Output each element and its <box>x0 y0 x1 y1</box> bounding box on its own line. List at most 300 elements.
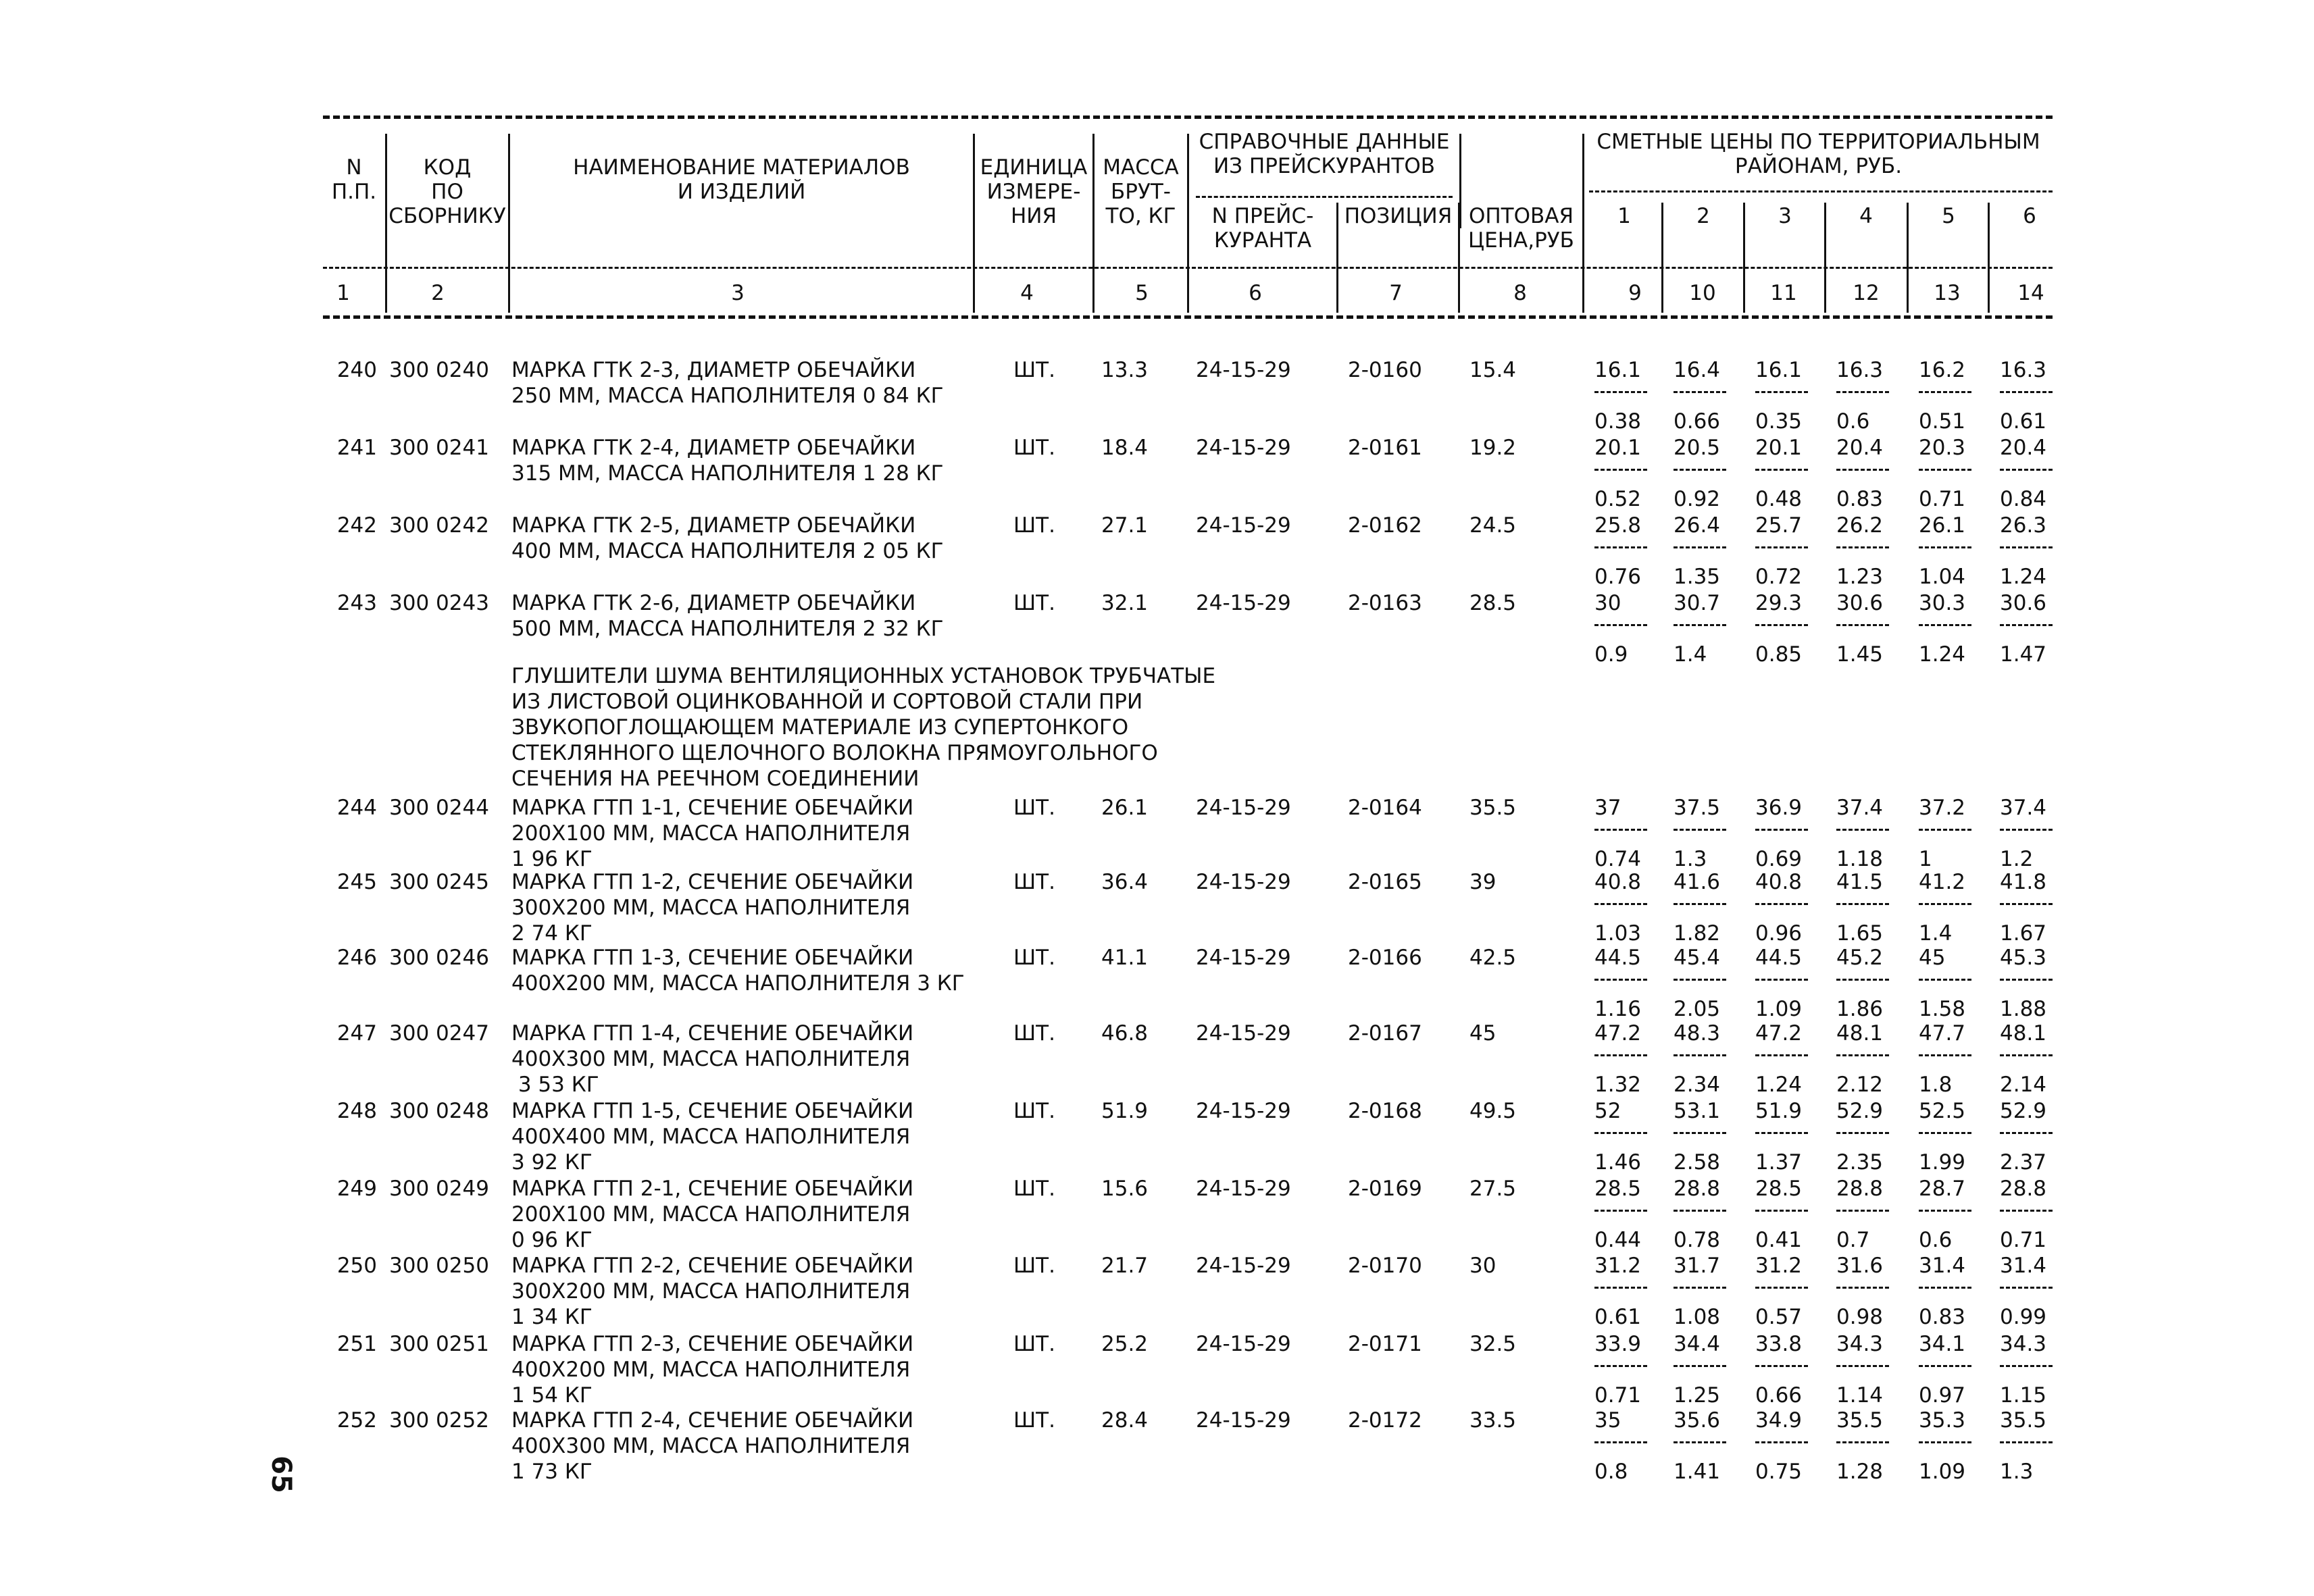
price-group-rule <box>1589 190 2053 192</box>
row-transport-cost: 1.4 <box>1674 642 1707 667</box>
row-estimated-price: 34.4 <box>1674 1332 1721 1356</box>
fraction-line <box>1836 1441 1889 1443</box>
row-unit: ШТ. <box>1013 1177 1055 1201</box>
row-estimated-price: 40.8 <box>1755 870 1803 894</box>
row-unit: ШТ. <box>1013 513 1055 538</box>
row-wholesale-price: 35.5 <box>1469 796 1517 820</box>
fraction-line <box>1674 391 1726 393</box>
row-pricelist-no: 24-15-29 <box>1196 1408 1291 1433</box>
header-column-number: 4 <box>1020 281 1034 305</box>
row-number: 248 <box>336 1099 377 1123</box>
row-transport-cost: 1.45 <box>1836 642 1884 667</box>
row-estimated-price: 34.3 <box>1836 1332 1884 1356</box>
row-name-line: 400X200 ММ, МАССА НАПОЛНИТЕЛЯ 3 КГ <box>511 971 965 996</box>
row-estimated-price: 20.1 <box>1594 436 1642 460</box>
header-column-number: 10 <box>1689 281 1716 305</box>
fraction-line <box>1755 469 1808 471</box>
row-name-line: 0 96 КГ <box>511 1228 593 1252</box>
row-estimated-price: 36.9 <box>1755 796 1803 820</box>
fraction-line <box>1836 1365 1889 1367</box>
header-district-number: 1 <box>1617 204 1631 228</box>
row-estimated-price: 20.5 <box>1674 436 1721 460</box>
row-estimated-price: 51.9 <box>1755 1099 1803 1123</box>
row-estimated-price: 40.8 <box>1594 870 1642 894</box>
section-title-line: ИЗ ЛИСТОВОЙ ОЦИНКОВАННОЙ И СОРТОВОЙ СТАЛИ ПРИ <box>511 690 1143 714</box>
row-estimated-price: 16.4 <box>1674 358 1721 382</box>
row-unit: ШТ. <box>1013 1408 1055 1433</box>
row-transport-cost: 0.61 <box>1594 1305 1642 1329</box>
row-transport-cost: 1.14 <box>1836 1383 1884 1408</box>
row-transport-cost: 1.99 <box>1919 1150 1966 1175</box>
row-mass: 36.4 <box>1101 870 1149 894</box>
row-transport-cost: 0.35 <box>1755 409 1803 434</box>
row-name-line: 400X400 ММ, МАССА НАПОЛНИТЕЛЯ <box>511 1125 911 1149</box>
fraction-line <box>1919 391 1971 393</box>
row-estimated-price: 47.2 <box>1755 1021 1803 1046</box>
ref-group-rule <box>1196 196 1453 198</box>
row-name-line: 1 73 КГ <box>511 1460 593 1484</box>
row-transport-cost: 0.38 <box>1594 409 1642 434</box>
row-estimated-price: 31.7 <box>1674 1254 1721 1278</box>
row-number: 242 <box>336 513 377 538</box>
row-transport-cost: 0.8 <box>1594 1460 1628 1484</box>
row-position: 2-0162 <box>1348 513 1422 538</box>
fraction-line <box>1836 1287 1889 1289</box>
fraction-line <box>1755 624 1808 626</box>
header-col-bar <box>1907 203 1909 313</box>
fraction-line <box>2000 1054 2053 1056</box>
row-transport-cost: 0.74 <box>1594 847 1642 871</box>
row-wholesale-price: 27.5 <box>1469 1177 1517 1201</box>
row-name-line: 400X300 ММ, МАССА НАПОЛНИТЕЛЯ <box>511 1047 911 1071</box>
row-name-line: 400X200 ММ, МАССА НАПОЛНИТЕЛЯ <box>511 1358 911 1382</box>
fraction-line <box>1919 1365 1971 1367</box>
row-number: 241 <box>336 436 377 460</box>
section-title-line: СТЕКЛЯННОГО ЩЕЛОЧНОГО ВОЛОКНА ПРЯМОУГОЛЬНОГО <box>511 741 1158 765</box>
row-estimated-price: 35.5 <box>2000 1408 2047 1433</box>
row-estimated-price: 31.6 <box>1836 1254 1884 1278</box>
row-position: 2-0169 <box>1348 1177 1422 1201</box>
row-name-line: МАРКА ГТП 1-5, СЕЧЕНИЕ ОБЕЧАЙКИ <box>511 1099 914 1123</box>
row-estimated-price: 48.1 <box>1836 1021 1884 1046</box>
fraction-line <box>1836 829 1889 831</box>
row-estimated-price: 37.2 <box>1919 796 1966 820</box>
header-column-number: 5 <box>1135 281 1149 305</box>
row-number: 244 <box>336 796 377 820</box>
row-transport-cost: 0.6 <box>1836 409 1870 434</box>
row-estimated-price: 26.1 <box>1919 513 1966 538</box>
row-name-line: МАРКА ГТП 2-4, СЕЧЕНИЕ ОБЕЧАЙКИ <box>511 1408 914 1433</box>
row-transport-cost: 1.3 <box>1674 847 1707 871</box>
row-transport-cost: 2.35 <box>1836 1150 1884 1175</box>
row-transport-cost: 1.28 <box>1836 1460 1884 1484</box>
fraction-line <box>2000 469 2053 471</box>
row-transport-cost: 0.99 <box>2000 1305 2047 1329</box>
row-transport-cost: 1.4 <box>1919 921 1953 946</box>
row-estimated-price: 25.7 <box>1755 513 1803 538</box>
fraction-line <box>1594 1132 1647 1134</box>
fraction-line <box>1836 624 1889 626</box>
row-transport-cost: 0.7 <box>1836 1228 1870 1252</box>
row-estimated-price: 37.4 <box>1836 796 1884 820</box>
fraction-line <box>1836 903 1889 905</box>
row-wholesale-price: 39 <box>1469 870 1496 894</box>
fraction-line <box>1594 979 1647 981</box>
fraction-line <box>1594 1210 1647 1212</box>
row-transport-cost: 0.85 <box>1755 642 1803 667</box>
row-number: 246 <box>336 946 377 970</box>
fraction-line <box>1919 1054 1971 1056</box>
row-position: 2-0167 <box>1348 1021 1422 1046</box>
header-column-number: 14 <box>2017 281 2044 305</box>
row-estimated-price: 16.1 <box>1755 358 1803 382</box>
row-estimated-price: 16.2 <box>1919 358 1966 382</box>
row-transport-cost: 2.34 <box>1674 1073 1721 1097</box>
row-estimated-price: 35.5 <box>1836 1408 1884 1433</box>
row-position: 2-0172 <box>1348 1408 1422 1433</box>
fraction-line <box>1674 1132 1726 1134</box>
fraction-line <box>2000 1287 2053 1289</box>
row-code: 300 0249 <box>389 1177 489 1201</box>
row-mass: 15.6 <box>1101 1177 1149 1201</box>
row-name-line: МАРКА ГТП 1-2, СЕЧЕНИЕ ОБЕЧАЙКИ <box>511 870 914 894</box>
row-estimated-price: 20.4 <box>1836 436 1884 460</box>
header-column-number: 7 <box>1389 281 1403 305</box>
row-number: 245 <box>336 870 377 894</box>
row-transport-cost: 1.65 <box>1836 921 1884 946</box>
fraction-line <box>1836 391 1889 393</box>
fraction-line <box>1674 546 1726 548</box>
row-transport-cost: 1.16 <box>1594 997 1642 1021</box>
row-name-line: МАРКА ГТК 2-3, ДИАМЕТР ОБЕЧАЙКИ <box>511 358 916 382</box>
row-estimated-price: 30 <box>1594 591 1621 615</box>
row-transport-cost: 1.37 <box>1755 1150 1803 1175</box>
fraction-line <box>1674 979 1726 981</box>
row-unit: ШТ. <box>1013 870 1055 894</box>
row-wholesale-price: 28.5 <box>1469 591 1517 615</box>
row-transport-cost: 1.88 <box>2000 997 2047 1021</box>
row-transport-cost: 1.32 <box>1594 1073 1642 1097</box>
fraction-line <box>2000 1210 2053 1212</box>
row-estimated-price: 16.3 <box>2000 358 2047 382</box>
row-number: 250 <box>336 1254 377 1278</box>
header-position: ПОЗИЦИЯ <box>1344 204 1453 228</box>
fraction-line <box>2000 391 2053 393</box>
row-estimated-price: 16.1 <box>1594 358 1642 382</box>
row-name <box>511 1021 1025 1098</box>
row-pricelist-no: 24-15-29 <box>1196 1177 1291 1201</box>
row-transport-cost: 0.41 <box>1755 1228 1803 1252</box>
row-transport-cost: 2.14 <box>2000 1073 2047 1097</box>
row-transport-cost: 1.24 <box>1755 1073 1803 1097</box>
row-number: 251 <box>336 1332 377 1356</box>
row-transport-cost: 0.75 <box>1755 1460 1803 1484</box>
row-transport-cost: 1.8 <box>1919 1073 1953 1097</box>
row-estimated-price: 25.8 <box>1594 513 1642 538</box>
row-unit: ШТ. <box>1013 796 1055 820</box>
header-price-group: СМЕТНЫЕ ЦЕНЫ ПО ТЕРРИТОРИАЛЬНЫМ РАЙОНАМ, РУБ. <box>1596 130 2040 178</box>
row-name <box>511 1331 1025 1408</box>
row-pricelist-no: 24-15-29 <box>1196 1254 1291 1278</box>
row-estimated-price: 37.5 <box>1674 796 1721 820</box>
row-name <box>511 1253 1025 1330</box>
row-name-line: 400 ММ, МАССА НАПОЛНИТЕЛЯ 2 05 КГ <box>511 539 944 563</box>
header-column-number: 2 <box>431 281 445 305</box>
fraction-line <box>1755 829 1808 831</box>
row-mass: 18.4 <box>1101 436 1149 460</box>
fraction-line <box>1594 469 1647 471</box>
fraction-line <box>1919 1132 1971 1134</box>
row-pricelist-no: 24-15-29 <box>1196 946 1291 970</box>
row-transport-cost: 1.86 <box>1836 997 1884 1021</box>
row-mass: 21.7 <box>1101 1254 1149 1278</box>
row-estimated-price: 47.2 <box>1594 1021 1642 1046</box>
row-name <box>511 357 1025 409</box>
row-transport-cost: 2.58 <box>1674 1150 1721 1175</box>
fraction-line <box>2000 1365 2053 1367</box>
header-district-number: 2 <box>1696 204 1710 228</box>
row-mass: 32.1 <box>1101 591 1149 615</box>
row-transport-cost: 1.25 <box>1674 1383 1721 1408</box>
row-name-line: 200X100 ММ, МАССА НАПОЛНИТЕЛЯ <box>511 821 911 846</box>
row-transport-cost: 2.37 <box>2000 1150 2047 1175</box>
row-transport-cost: 0.71 <box>1594 1383 1642 1408</box>
header-column-number: 6 <box>1249 281 1262 305</box>
row-unit: ШТ. <box>1013 1099 1055 1123</box>
header-col-bar <box>1824 203 1826 313</box>
row-number: 247 <box>336 1021 377 1046</box>
row-name-line: МАРКА ГТП 2-2, СЕЧЕНИЕ ОБЕЧАЙКИ <box>511 1254 914 1278</box>
fraction-line <box>2000 903 2053 905</box>
row-estimated-price: 47.7 <box>1919 1021 1966 1046</box>
row-name-line: МАРКА ГТП 1-4, СЕЧЕНИЕ ОБЕЧАЙКИ <box>511 1021 914 1046</box>
row-estimated-price: 33.9 <box>1594 1332 1642 1356</box>
row-transport-cost: 0.52 <box>1594 487 1642 511</box>
row-name-line: 3 92 КГ <box>511 1150 593 1175</box>
row-wholesale-price: 49.5 <box>1469 1099 1517 1123</box>
row-name-line: 315 ММ, МАССА НАПОЛНИТЕЛЯ 1 28 КГ <box>511 461 944 486</box>
row-name-line: 2 74 КГ <box>511 921 593 946</box>
fraction-line <box>1919 979 1971 981</box>
row-transport-cost: 1.18 <box>1836 847 1884 871</box>
fraction-line <box>1674 829 1726 831</box>
row-mass: 13.3 <box>1101 358 1149 382</box>
row-transport-cost: 1.2 <box>2000 847 2034 871</box>
fraction-line <box>1594 391 1647 393</box>
row-wholesale-price: 33.5 <box>1469 1408 1517 1433</box>
row-name <box>511 1098 1025 1175</box>
row-estimated-price: 52.5 <box>1919 1099 1966 1123</box>
row-mass: 46.8 <box>1101 1021 1149 1046</box>
row-transport-cost: 1.46 <box>1594 1150 1642 1175</box>
row-transport-cost: 0.51 <box>1919 409 1966 434</box>
row-transport-cost: 0.83 <box>1836 487 1884 511</box>
row-code: 300 0246 <box>389 946 489 970</box>
fraction-line <box>1594 1287 1647 1289</box>
row-wholesale-price: 15.4 <box>1469 358 1517 382</box>
fraction-line <box>1674 469 1726 471</box>
header-code: КОД ПО СБОРНИКУ <box>388 155 506 228</box>
row-name-line: 200X100 ММ, МАССА НАПОЛНИТЕЛЯ <box>511 1202 911 1227</box>
fraction-line <box>1755 1365 1808 1367</box>
fraction-line <box>1755 1441 1808 1443</box>
row-transport-cost: 0.48 <box>1755 487 1803 511</box>
fraction-line <box>1755 546 1808 548</box>
row-position: 2-0171 <box>1348 1332 1422 1356</box>
row-transport-cost: 0.92 <box>1674 487 1721 511</box>
fraction-line <box>1594 903 1647 905</box>
fraction-line <box>1836 979 1889 981</box>
fraction-line <box>1836 1054 1889 1056</box>
row-estimated-price: 44.5 <box>1755 946 1803 970</box>
row-name-line: 1 34 КГ <box>511 1305 593 1329</box>
fraction-line <box>1919 1210 1971 1212</box>
header-npp: N П.П. <box>331 155 377 204</box>
row-transport-cost: 1.23 <box>1836 565 1884 589</box>
row-name-line: МАРКА ГТК 2-6, ДИАМЕТР ОБЕЧАЙКИ <box>511 591 916 615</box>
row-unit: ШТ. <box>1013 358 1055 382</box>
row-pricelist-no: 24-15-29 <box>1196 870 1291 894</box>
row-wholesale-price: 32.5 <box>1469 1332 1517 1356</box>
row-name <box>511 945 1025 996</box>
section-title-line: ЗВУКОПОГЛОЩАЮЩЕМ МАТЕРИАЛЕ ИЗ СУПЕРТОНКОГО <box>511 715 1129 740</box>
fraction-line <box>2000 546 2053 548</box>
fraction-line <box>1755 1132 1808 1134</box>
header-unit: ЕДИНИЦА ИЗМЕРЕ- НИЯ <box>980 155 1088 228</box>
row-transport-cost: 1.09 <box>1755 997 1803 1021</box>
fraction-line <box>1836 1210 1889 1212</box>
row-name-line: МАРКА ГТК 2-4, ДИАМЕТР ОБЕЧАЙКИ <box>511 436 916 460</box>
row-mass: 25.2 <box>1101 1332 1149 1356</box>
fraction-line <box>1755 979 1808 981</box>
row-transport-cost: 1.08 <box>1674 1305 1721 1329</box>
row-transport-cost: 0.44 <box>1594 1228 1642 1252</box>
row-code: 300 0252 <box>389 1408 489 1433</box>
fraction-line <box>2000 624 2053 626</box>
row-transport-cost: 1.04 <box>1919 565 1966 589</box>
row-number: 249 <box>336 1177 377 1201</box>
row-transport-cost: 1.82 <box>1674 921 1721 946</box>
fraction-line <box>1674 903 1726 905</box>
row-estimated-price: 52.9 <box>2000 1099 2047 1123</box>
row-name-line: МАРКА ГТП 1-1, СЕЧЕНИЕ ОБЕЧАЙКИ <box>511 796 914 820</box>
row-estimated-price: 20.4 <box>2000 436 2047 460</box>
fraction-line <box>1594 1365 1647 1367</box>
row-name <box>511 513 1025 564</box>
row-estimated-price: 30.3 <box>1919 591 1966 615</box>
row-estimated-price: 28.5 <box>1755 1177 1803 1201</box>
row-position: 2-0170 <box>1348 1254 1422 1278</box>
row-name-line: МАРКА ГТП 1-3, СЕЧЕНИЕ ОБЕЧАЙКИ <box>511 946 914 970</box>
header-district-number: 5 <box>1942 204 1955 228</box>
row-position: 2-0166 <box>1348 946 1422 970</box>
fraction-line <box>1755 1287 1808 1289</box>
row-position: 2-0161 <box>1348 436 1422 460</box>
row-name <box>511 795 1025 872</box>
header-district-number: 6 <box>2023 204 2036 228</box>
fraction-line <box>1919 1441 1971 1443</box>
row-estimated-price: 29.3 <box>1755 591 1803 615</box>
row-estimated-price: 30.7 <box>1674 591 1721 615</box>
row-estimated-price: 37.4 <box>2000 796 2047 820</box>
fraction-line <box>1919 829 1971 831</box>
row-estimated-price: 31.4 <box>1919 1254 1966 1278</box>
fraction-line <box>2000 1132 2053 1134</box>
row-estimated-price: 35 <box>1594 1408 1621 1433</box>
row-transport-cost: 1.41 <box>1674 1460 1721 1484</box>
row-transport-cost: 0.6 <box>1919 1228 1953 1252</box>
fraction-line <box>1836 546 1889 548</box>
row-estimated-price: 37 <box>1594 796 1621 820</box>
row-transport-cost: 2.05 <box>1674 997 1721 1021</box>
row-estimated-price: 31.2 <box>1594 1254 1642 1278</box>
row-estimated-price: 33.8 <box>1755 1332 1803 1356</box>
row-estimated-price: 28.8 <box>1836 1177 1884 1201</box>
fraction-line <box>1836 469 1889 471</box>
top-rule <box>323 115 2053 119</box>
row-number: 243 <box>336 591 377 615</box>
row-unit: ШТ. <box>1013 436 1055 460</box>
row-transport-cost: 0.84 <box>2000 487 2047 511</box>
section-title-line: СЕЧЕНИЯ НА РЕЕЧНОМ СОЕДИНЕНИИ <box>511 767 920 791</box>
fraction-line <box>1674 1365 1726 1367</box>
row-mass: 41.1 <box>1101 946 1149 970</box>
row-transport-cost: 1.67 <box>2000 921 2047 946</box>
row-wholesale-price: 19.2 <box>1469 436 1517 460</box>
row-estimated-price: 45.3 <box>2000 946 2047 970</box>
row-name <box>511 435 1025 486</box>
header-column-number: 13 <box>1934 281 1961 305</box>
row-estimated-price: 30.6 <box>2000 591 2047 615</box>
row-transport-cost: 0.66 <box>1674 409 1721 434</box>
header-column-number: 9 <box>1628 281 1642 305</box>
header-mass: МАССА БРУТ- ТО, КГ <box>1103 155 1179 228</box>
row-estimated-price: 35.3 <box>1919 1408 1966 1433</box>
row-estimated-price: 16.3 <box>1836 358 1884 382</box>
row-estimated-price: 35.6 <box>1674 1408 1721 1433</box>
row-estimated-price: 26.3 <box>2000 513 2047 538</box>
fraction-line <box>1919 469 1971 471</box>
row-transport-cost: 0.69 <box>1755 847 1803 871</box>
row-number: 240 <box>336 358 377 382</box>
fraction-line <box>1594 1441 1647 1443</box>
row-code: 300 0251 <box>389 1332 489 1356</box>
header-col-bar <box>1743 203 1745 313</box>
row-estimated-price: 30.6 <box>1836 591 1884 615</box>
row-estimated-price: 45 <box>1919 946 1946 970</box>
row-name <box>511 590 1025 642</box>
fraction-line <box>1594 546 1647 548</box>
header-column-number: 11 <box>1770 281 1797 305</box>
row-pricelist-no: 24-15-29 <box>1196 591 1291 615</box>
fraction-line <box>1755 391 1808 393</box>
row-wholesale-price: 30 <box>1469 1254 1496 1278</box>
row-transport-cost: 0.66 <box>1755 1383 1803 1408</box>
row-code: 300 0250 <box>389 1254 489 1278</box>
row-pricelist-no: 24-15-29 <box>1196 796 1291 820</box>
row-code: 300 0248 <box>389 1099 489 1123</box>
fraction-line <box>2000 1441 2053 1443</box>
row-name <box>511 1408 1025 1485</box>
row-estimated-price: 41.5 <box>1836 870 1884 894</box>
section-title <box>511 663 1255 792</box>
header-pricelist-no: N ПРЕЙС- КУРАНТА <box>1211 204 1314 253</box>
row-estimated-price: 41.2 <box>1919 870 1966 894</box>
row-name-line: 1 96 КГ <box>511 847 593 871</box>
row-estimated-price: 44.5 <box>1594 946 1642 970</box>
fraction-line <box>1836 1132 1889 1134</box>
fraction-line <box>1674 1441 1726 1443</box>
